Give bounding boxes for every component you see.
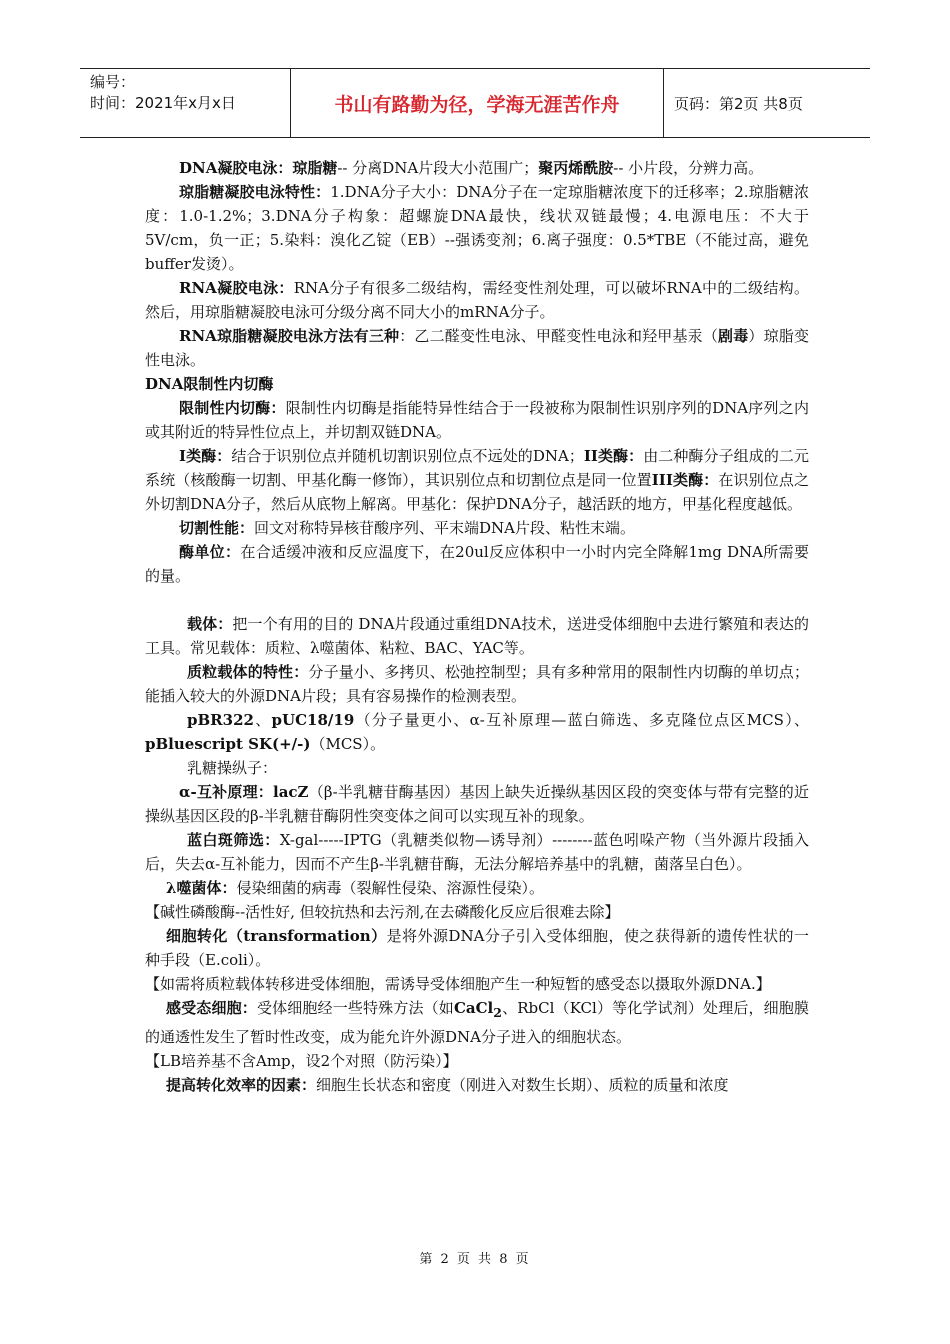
paragraph-rna-electrophoresis [145,276,809,324]
text: 侵染细菌的病毒（裂解性侵染、溶源性侵染）。 [236,879,545,897]
page-footer: 第 2 页 共 8 页 [419,1252,531,1267]
text: 由二种酶分子组成的二元系统（核酸酶一切割、甲基化酶一修饰），其识别位点和切割位点是同一位置 [145,447,809,489]
text: 【LB培养基不含Amp，设2个对照（防污染）】 [145,1052,458,1070]
paragraph-lambda-phage [145,876,809,900]
term: 限制性内切酶： [179,399,286,417]
term: DNA凝胶电泳：琼脂糖 [179,159,338,177]
text: 回文对称特异核苷酸序列、平末端DNA片段、粘性末端。 [254,519,636,537]
page-header [80,68,870,138]
term: 感受态细胞： [166,999,257,1017]
note-competence [145,972,809,996]
term: III类酶： [651,471,719,489]
date-label: 时间：2021年x月x日 [90,94,236,112]
header-meta [80,69,291,137]
header-page-info: 页码：第2页 共8页 [674,94,803,113]
heading: DNA限制性内切酶 [145,375,274,393]
term: II类酶： [583,447,644,465]
text: 在识别位点之外切割DNA分子，然后从底物上解离。甲基化：保护DNA分子，越活跃的地方，甲基化程度越低。 [145,471,809,513]
text: ：乙二醛变性电泳、甲醛变性电泳和羟甲基汞（ [399,327,719,345]
paragraph-enzyme-types [145,444,809,516]
term: 载体： [187,615,233,633]
formula: CaCl [453,999,494,1017]
text: -- 小片段，分辨力高。 [613,159,764,177]
text: 乳糖操纵子： [187,759,278,777]
term: pUC18/19 [271,711,355,729]
term: RNA凝胶电泳： [179,279,294,297]
document-body [145,156,809,1097]
text: 限制性内切酶是指能特异性结合于一段被称为限制性识别序列的DNA序列之内或其附近的特异性位点上，并切割双链DNA。 [145,399,809,441]
term: 蓝白斑筛选： [187,831,280,849]
paragraph-lac-operon [145,756,809,780]
text: ）琼脂变性电泳。 [145,327,809,369]
text: 受体细胞经一些特殊方法（如 [256,999,454,1017]
text: 分子量小、多拷贝、松弛控制型；具有多种常用的限制性内切酶的单切点；能插入较大的外源DNA片段；具有容易操作的检测表型。 [145,663,809,705]
text: （β-半乳糖苷酶基因）基因上缺失近操纵基因区段的突变体与带有完整的近操纵基因区段的β-半乳糖苷酶阴性突变体之间可以实现互补的现象。 [145,783,809,825]
paragraph-plasmid-examples [145,708,809,756]
term: λ噬菌体： [166,879,237,897]
text: 【碱性磷酸酶--活性好, 但较抗热和去污剂,在去磷酸化反应后很难去除】 [145,903,620,921]
paragraph-enzyme-unit [145,540,809,588]
term: α-互补原理：lacZ [179,783,309,801]
paragraph-agarose-properties [145,180,809,276]
text: 1.DNA分子大小：DNA分子在一定琼脂糖浓度下的迁移率；2.琼脂糖浓度：1.0-1.2%；3.DNA分子构象：超螺旋DNA最快，线状双链最慢；4.电源电压：不大于5V/cm，负一正；5.染料：溴化乙锭（EB）--强诱变剂；6.离子强度：0.5*TBE（不能过高，避免buffer发烫）。 [145,183,809,273]
term: 酶单位： [179,543,241,561]
term: 切割性能： [179,519,255,537]
text: 把一个有用的目的 DNA片段通过重组DNA技术，送进受体细胞中去进行繁殖和表达的工具。常见载体：质粒、λ噬菌体、粘粒、BAC、YAC等。 [145,615,809,657]
paragraph-transformation [145,924,809,972]
term-cacl [453,999,502,1020]
number-label: 编号： [90,73,136,91]
paragraph-restriction-enzyme [145,396,809,444]
term: I类酶： [179,447,232,465]
note-alkaline-phosphatase [145,900,809,924]
text: 结合于识别位点并随机切割识别位点不远处的DNA； [231,447,584,465]
paragraph-alpha-complementation [145,780,809,828]
text: 是将外源DNA分子引入受体细胞，使之获得新的遗传性状的一种手段（E.coli）。 [145,927,809,969]
text: -- 分离DNA片段大小范围广； [337,159,539,177]
term: pBluescript SK(+/-) [145,735,311,753]
paragraph-competent-cells [145,996,809,1049]
paragraph-blue-white-screening [145,828,809,876]
text: 【如需将质粒载体转移进受体细胞，需诱导受体细胞产生一种短暂的感受态以摄取外源DNA.】 [145,975,771,993]
spacer [145,588,809,612]
text: （分子量更小、α-互补原理—蓝白筛选、多克隆位点区MCS）、 [354,711,809,729]
paragraph-rna-methods [145,324,809,372]
term: 琼脂糖凝胶电泳特性： [179,183,331,201]
text: 细胞生长状态和密度（刚进入对数生长期）、质粒的质量和浓度 [316,1076,729,1094]
paragraph-dna-electrophoresis [145,156,809,180]
term: 细胞转化（transformation） [166,927,387,945]
term: 提高转化效率的因素： [166,1076,317,1094]
term: RNA琼脂糖凝胶电泳方法有三种 [179,327,400,345]
term: 质粒载体的特性： [187,663,309,681]
header-motto: 书山有路勤为径，学海无涯苦作舟 [291,69,664,137]
text: 、RbCl（KCl）等化学试剂）处理后，细胞膜的通透性发生了暂时性改变，成为能允许外源DNA分子进入的细胞状态。 [145,999,809,1046]
note-lb-medium [145,1049,809,1073]
term: 剧毒 [718,327,749,345]
paragraph-cutting-performance [145,516,809,540]
text: X-gal-----IPTG（乳糖类似物—诱导剂）--------蓝色吲哚产物（当外源片段插入后，失去α-互补能力，因而不产生β-半乳糖苷酶，无法分解培养基中的乳糖，菌落呈白色）。 [145,831,809,873]
text: 、 [253,711,272,729]
subscript: 2 [493,1005,502,1020]
section-heading-restriction [145,372,809,396]
paragraph-plasmid-properties [145,660,809,708]
term: pBR322 [187,711,254,729]
text: 在合适缓冲液和反应温度下，在20ul反应体积中一小时内完全降解1mg DNA所需要的量。 [145,543,809,585]
text: RNA分子有很多二级结构，需经变性剂处理，可以破坏RNA中的二级结构。然后，用琼脂糖凝胶电泳可分级分离不同大小的mRNA分子。 [145,279,809,321]
term: 聚丙烯酰胺 [538,159,614,177]
paragraph-transformation-efficiency [145,1073,809,1097]
paragraph-vector [145,612,809,660]
text: （MCS）。 [310,735,386,753]
